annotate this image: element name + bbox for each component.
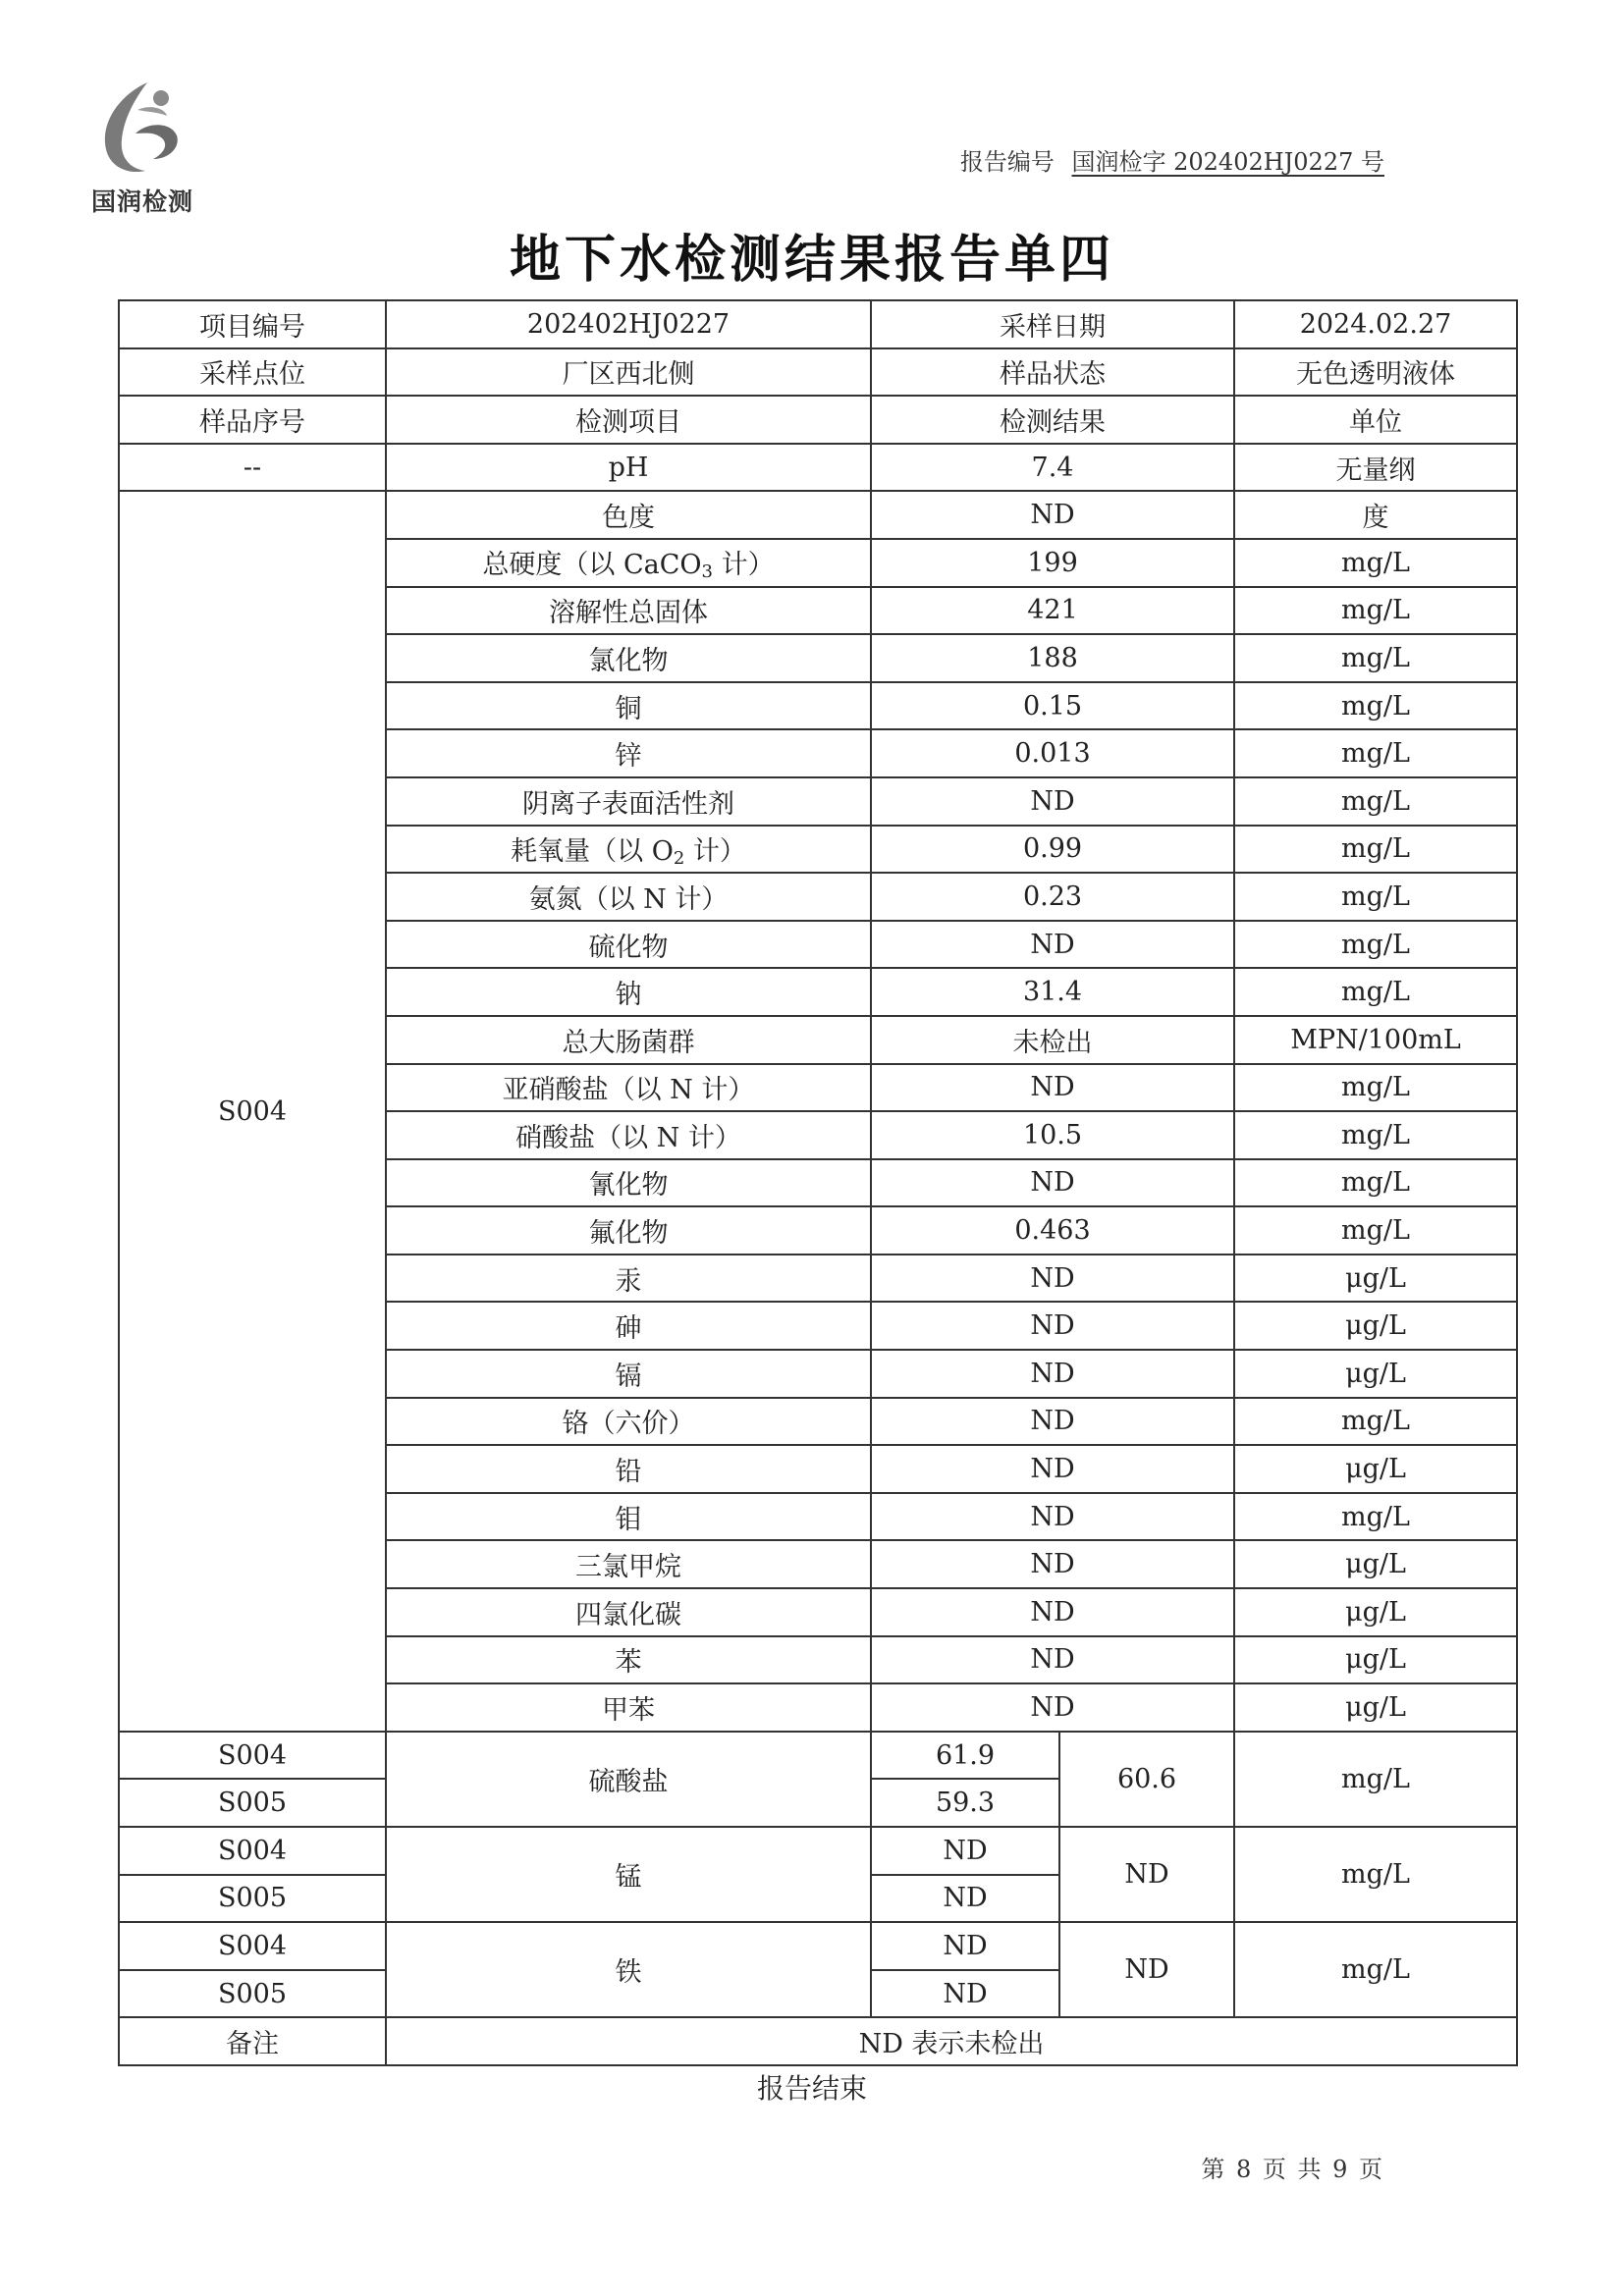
ph-result: 7.4 bbox=[871, 444, 1234, 492]
paired-value-2: ND bbox=[871, 1970, 1059, 2018]
test-unit: mg/L bbox=[1234, 1206, 1517, 1255]
remarks-text: ND 表示未检出 bbox=[386, 2017, 1517, 2065]
test-item: 三氯甲烷 bbox=[386, 1540, 871, 1588]
test-item: 氨氮（以 N 计） bbox=[386, 873, 871, 921]
paired-item: 铁 bbox=[386, 1922, 871, 2017]
test-unit: μg/L bbox=[1234, 1540, 1517, 1588]
report-end: 报告结束 bbox=[756, 2072, 867, 2105]
test-unit: μg/L bbox=[1234, 1636, 1517, 1684]
table-row bbox=[119, 491, 1517, 539]
test-result: ND bbox=[871, 1302, 1234, 1350]
ph-row bbox=[119, 444, 1517, 492]
test-result: 421 bbox=[871, 587, 1234, 635]
sample-id-s004: S004 bbox=[119, 491, 386, 1731]
test-unit: mg/L bbox=[1234, 587, 1517, 635]
test-result: 0.23 bbox=[871, 873, 1234, 921]
info-row-2 bbox=[119, 348, 1517, 397]
paired-sample-2: S005 bbox=[119, 1970, 386, 2018]
project-no-label: 项目编号 bbox=[119, 300, 386, 348]
paired-value-1: ND bbox=[871, 1827, 1059, 1875]
test-item: 氰化物 bbox=[386, 1159, 871, 1207]
test-unit: μg/L bbox=[1234, 1588, 1517, 1636]
test-unit: mg/L bbox=[1234, 921, 1517, 969]
test-result: 0.013 bbox=[871, 729, 1234, 777]
test-result: ND bbox=[871, 1683, 1234, 1732]
test-unit: MPN/100mL bbox=[1234, 1016, 1517, 1064]
report-number-value: 国润检字 202402HJ0227 号 bbox=[1071, 148, 1384, 176]
project-no-value: 202402HJ0227 bbox=[386, 300, 871, 348]
location-label: 采样点位 bbox=[119, 348, 386, 397]
test-unit: mg/L bbox=[1234, 968, 1517, 1016]
test-item: 氯化物 bbox=[386, 634, 871, 682]
test-result: ND bbox=[871, 1159, 1234, 1207]
col-header-result: 检测结果 bbox=[871, 396, 1234, 444]
paired-sample-2: S005 bbox=[119, 1875, 386, 1923]
test-unit: μg/L bbox=[1234, 1255, 1517, 1303]
paired-item: 硫酸盐 bbox=[386, 1732, 871, 1827]
test-item bbox=[386, 539, 871, 587]
test-item: 苯 bbox=[386, 1636, 871, 1684]
report-number bbox=[960, 142, 1384, 177]
test-unit: mg/L bbox=[1234, 729, 1517, 777]
test-item-text-end: 计） bbox=[684, 835, 746, 867]
report-number-label: 报告编号 bbox=[959, 148, 1055, 176]
ph-unit: 无量纲 bbox=[1234, 444, 1517, 492]
paired-value-1: ND bbox=[871, 1922, 1059, 1970]
test-result: ND bbox=[871, 1398, 1234, 1446]
test-unit: mg/L bbox=[1234, 1398, 1517, 1446]
test-result: ND bbox=[871, 1493, 1234, 1541]
test-item: 四氯化碳 bbox=[386, 1588, 871, 1636]
ph-item: pH bbox=[386, 444, 871, 492]
test-item-subscript: 3 bbox=[701, 561, 713, 583]
page-title: 地下水检测结果报告单四 bbox=[509, 230, 1114, 290]
test-item: 硝酸盐（以 N 计） bbox=[386, 1111, 871, 1159]
test-result: ND bbox=[871, 1588, 1234, 1636]
paired-unit: mg/L bbox=[1234, 1732, 1517, 1827]
test-item: 汞 bbox=[386, 1255, 871, 1303]
paired-sample-1: S004 bbox=[119, 1732, 386, 1780]
header-row bbox=[119, 396, 1517, 444]
paired-average: 60.6 bbox=[1059, 1732, 1234, 1827]
test-result: 0.99 bbox=[871, 826, 1234, 874]
test-item: 铜 bbox=[386, 682, 871, 730]
test-result: 10.5 bbox=[871, 1111, 1234, 1159]
test-item: 锌 bbox=[386, 729, 871, 777]
results-table bbox=[118, 299, 1518, 2066]
paired-sample-1: S004 bbox=[119, 1827, 386, 1875]
test-item: 铬（六价） bbox=[386, 1398, 871, 1446]
test-result: ND bbox=[871, 1445, 1234, 1493]
test-unit: mg/L bbox=[1234, 634, 1517, 682]
company-logo bbox=[79, 77, 206, 214]
test-item: 硫化物 bbox=[386, 921, 871, 969]
remarks-label: 备注 bbox=[119, 2017, 386, 2065]
test-unit: mg/L bbox=[1234, 1159, 1517, 1207]
test-result: ND bbox=[871, 921, 1234, 969]
test-unit: mg/L bbox=[1234, 826, 1517, 874]
test-unit: mg/L bbox=[1234, 873, 1517, 921]
paired-row bbox=[119, 1922, 1517, 1970]
col-header-unit: 单位 bbox=[1234, 396, 1517, 444]
sample-state-value: 无色透明液体 bbox=[1234, 348, 1517, 397]
paired-unit: mg/L bbox=[1234, 1922, 1517, 2017]
ph-sample: -- bbox=[119, 444, 386, 492]
test-item: 溶解性总固体 bbox=[386, 587, 871, 635]
test-result: 199 bbox=[871, 539, 1234, 587]
test-unit: mg/L bbox=[1234, 777, 1517, 826]
test-unit: mg/L bbox=[1234, 1064, 1517, 1112]
test-unit: μg/L bbox=[1234, 1302, 1517, 1350]
test-result: 0.463 bbox=[871, 1206, 1234, 1255]
test-unit: μg/L bbox=[1234, 1683, 1517, 1732]
test-item: 氟化物 bbox=[386, 1206, 871, 1255]
page-number: 第 8 页 共 9 页 bbox=[1201, 2156, 1384, 2183]
sample-state-label: 样品状态 bbox=[871, 348, 1234, 397]
test-item: 总大肠菌群 bbox=[386, 1016, 871, 1064]
paired-sample-2: S005 bbox=[119, 1779, 386, 1827]
test-result: ND bbox=[871, 1064, 1234, 1112]
test-item: 色度 bbox=[386, 491, 871, 539]
sample-date-label: 采样日期 bbox=[871, 300, 1234, 348]
test-item: 阴离子表面活性剂 bbox=[386, 777, 871, 826]
paired-unit: mg/L bbox=[1234, 1827, 1517, 1922]
paired-sample-1: S004 bbox=[119, 1922, 386, 1970]
test-item: 镉 bbox=[386, 1350, 871, 1398]
paired-item: 锰 bbox=[386, 1827, 871, 1922]
test-item: 砷 bbox=[386, 1302, 871, 1350]
test-result: ND bbox=[871, 1255, 1234, 1303]
col-header-sample-no: 样品序号 bbox=[119, 396, 386, 444]
paired-row bbox=[119, 1732, 1517, 1780]
test-result: ND bbox=[871, 1540, 1234, 1588]
test-result: 31.4 bbox=[871, 968, 1234, 1016]
test-item bbox=[386, 826, 871, 874]
test-item-text: 总硬度（以 CaCO bbox=[482, 550, 702, 581]
paired-average: ND bbox=[1059, 1922, 1234, 2017]
test-item: 亚硝酸盐（以 N 计） bbox=[386, 1064, 871, 1112]
paired-average: ND bbox=[1059, 1827, 1234, 1922]
test-result: ND bbox=[871, 1350, 1234, 1398]
remarks-row bbox=[119, 2017, 1517, 2065]
test-result: 188 bbox=[871, 634, 1234, 682]
test-item: 钼 bbox=[386, 1493, 871, 1541]
logo-text: 国润检测 bbox=[90, 187, 193, 216]
test-unit: mg/L bbox=[1234, 682, 1517, 730]
paired-value-1: 61.9 bbox=[871, 1732, 1059, 1780]
test-result: ND bbox=[871, 1636, 1234, 1684]
test-item: 钠 bbox=[386, 968, 871, 1016]
test-result: ND bbox=[871, 491, 1234, 539]
sample-date-value: 2024.02.27 bbox=[1234, 300, 1517, 348]
test-item: 甲苯 bbox=[386, 1683, 871, 1732]
test-item: 铅 bbox=[386, 1445, 871, 1493]
test-unit: μg/L bbox=[1234, 1350, 1517, 1398]
test-unit: 度 bbox=[1234, 491, 1517, 539]
test-unit: μg/L bbox=[1234, 1445, 1517, 1493]
test-unit: mg/L bbox=[1234, 1493, 1517, 1541]
test-item-text-end: 计） bbox=[713, 550, 775, 581]
paired-value-2: 59.3 bbox=[871, 1779, 1059, 1827]
test-item-text: 耗氧量（以 O bbox=[511, 835, 674, 867]
location-value: 厂区西北侧 bbox=[386, 348, 871, 397]
test-unit: mg/L bbox=[1234, 539, 1517, 587]
col-header-item: 检测项目 bbox=[386, 396, 871, 444]
logo-swirl-icon bbox=[79, 77, 206, 183]
test-result: ND bbox=[871, 777, 1234, 826]
test-result: 未检出 bbox=[871, 1016, 1234, 1064]
test-result: 0.15 bbox=[871, 682, 1234, 730]
paired-row bbox=[119, 1827, 1517, 1875]
test-unit: mg/L bbox=[1234, 1111, 1517, 1159]
info-row-1 bbox=[119, 300, 1517, 348]
paired-value-2: ND bbox=[871, 1875, 1059, 1923]
test-item-subscript: 2 bbox=[673, 847, 685, 869]
